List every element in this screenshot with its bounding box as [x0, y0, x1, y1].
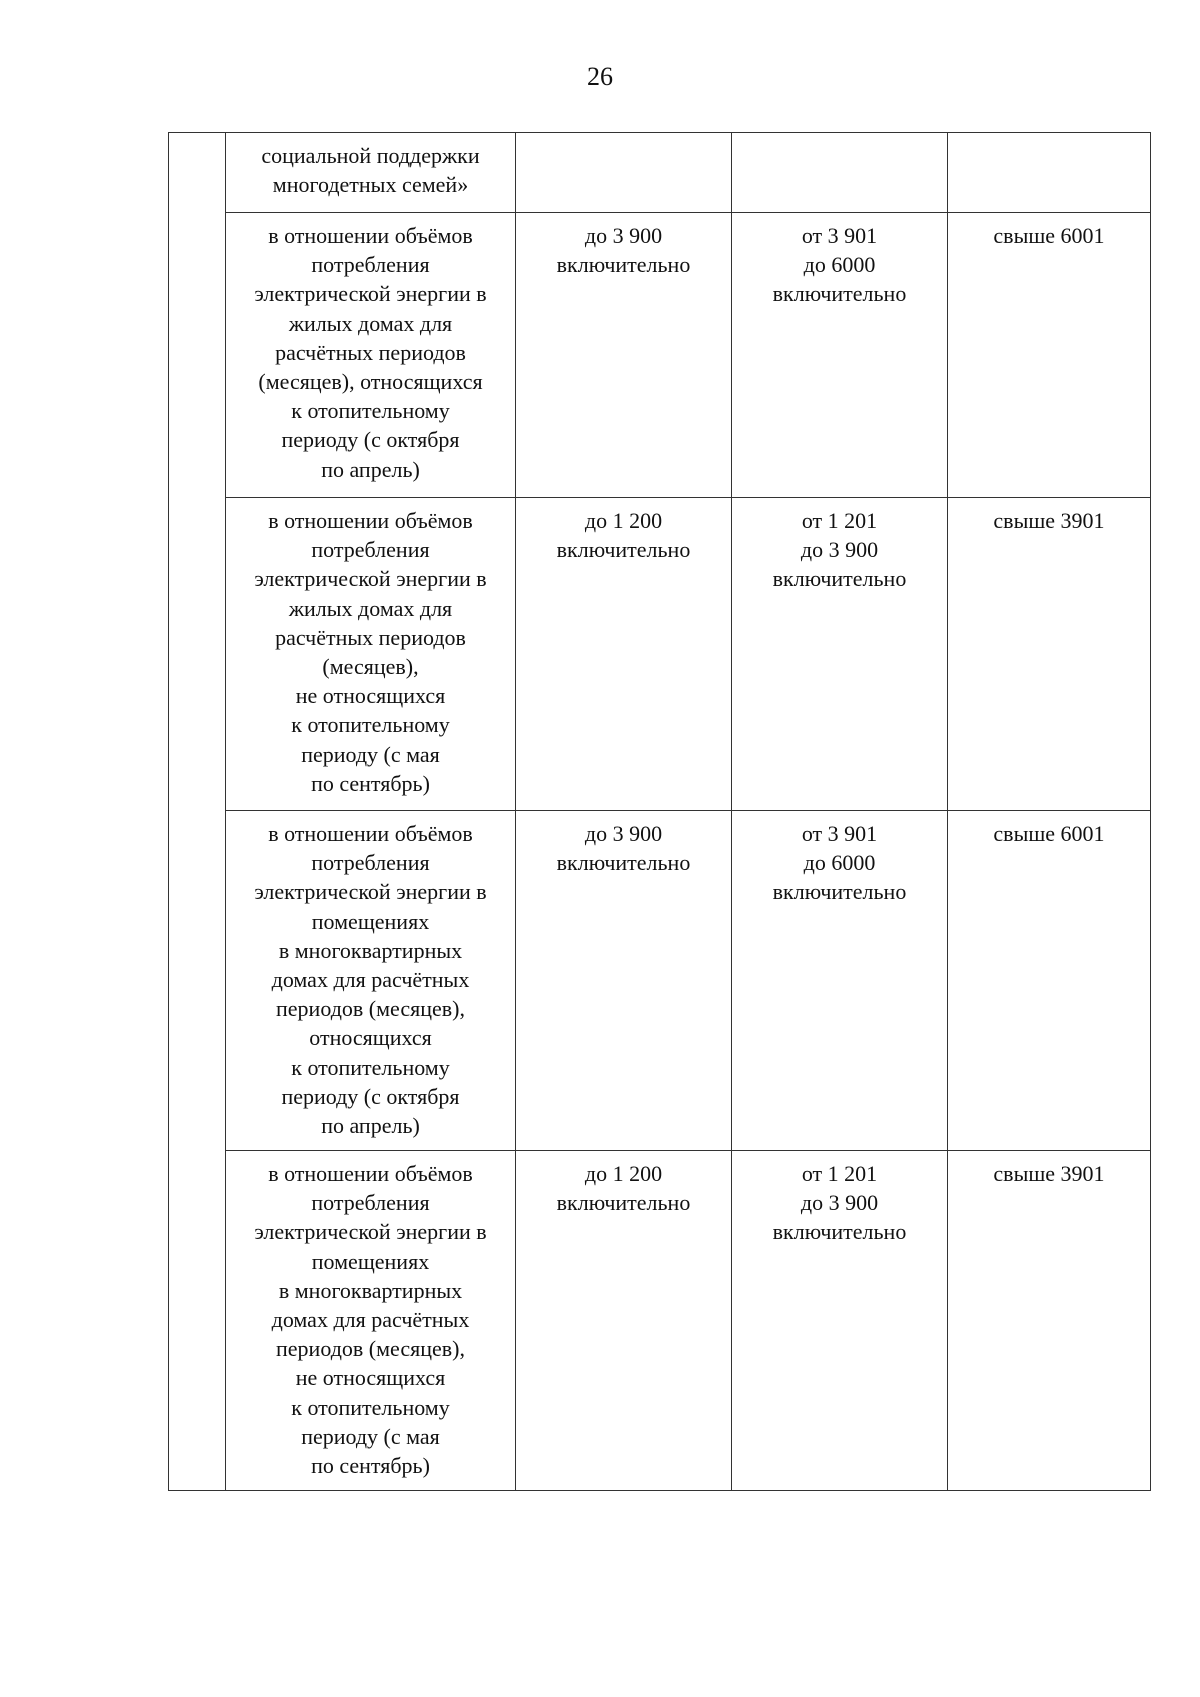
range-mid-cell: от 1 201 до 3 900 включительно: [732, 1151, 948, 1491]
range-high-cell: свыше 6001: [948, 811, 1151, 1151]
row-description: в отношении объёмов потребления электрической энергии в помещениях в многоквартирных домах для расчётных периодов (месяцев), относящихся к отопительному периоду (с октября по апрель): [226, 811, 516, 1151]
range-mid-cell: от 3 901 до 6000 включительно: [732, 811, 948, 1151]
tariff-table: [168, 132, 1151, 1491]
page-number: 26: [587, 62, 613, 91]
table-row: [169, 133, 1151, 213]
row-description: в отношении объёмов потребления электрической энергии в помещениях в многоквартирных домах для расчётных периодов (месяцев), не относящихся к отопительному периоду (с мая по сентябрь): [226, 1151, 516, 1491]
table-row: [169, 1151, 1151, 1491]
range-mid-cell: от 1 201 до 3 900 включительно: [732, 498, 948, 811]
range-low-cell: до 1 200 включительно: [516, 1151, 732, 1491]
range-high-cell: [948, 133, 1151, 213]
table-row: [169, 498, 1151, 811]
range-high-cell: свыше 3901: [948, 1151, 1151, 1491]
table-row: [169, 811, 1151, 1151]
range-low-cell: до 3 900 включительно: [516, 811, 732, 1151]
row-description: в отношении объёмов потребления электрической энергии в жилых домах для расчётных периодов (месяцев), не относящихся к отопительному периоду (с мая по сентябрь): [226, 498, 516, 811]
range-mid-cell: [732, 133, 948, 213]
merged-first-column: [169, 133, 226, 1491]
range-high-cell: свыше 6001: [948, 213, 1151, 498]
row-description: социальной поддержки многодетных семей»: [226, 133, 516, 213]
range-low-cell: до 1 200 включительно: [516, 498, 732, 811]
range-low-cell: до 3 900 включительно: [516, 213, 732, 498]
row-description: в отношении объёмов потребления электрической энергии в жилых домах для расчётных периодов (месяцев), относящихся к отопительному периоду (с октября по апрель): [226, 213, 516, 498]
range-high-cell: свыше 3901: [948, 498, 1151, 811]
range-mid-cell: от 3 901 до 6000 включительно: [732, 213, 948, 498]
table-row: [169, 213, 1151, 498]
range-low-cell: [516, 133, 732, 213]
